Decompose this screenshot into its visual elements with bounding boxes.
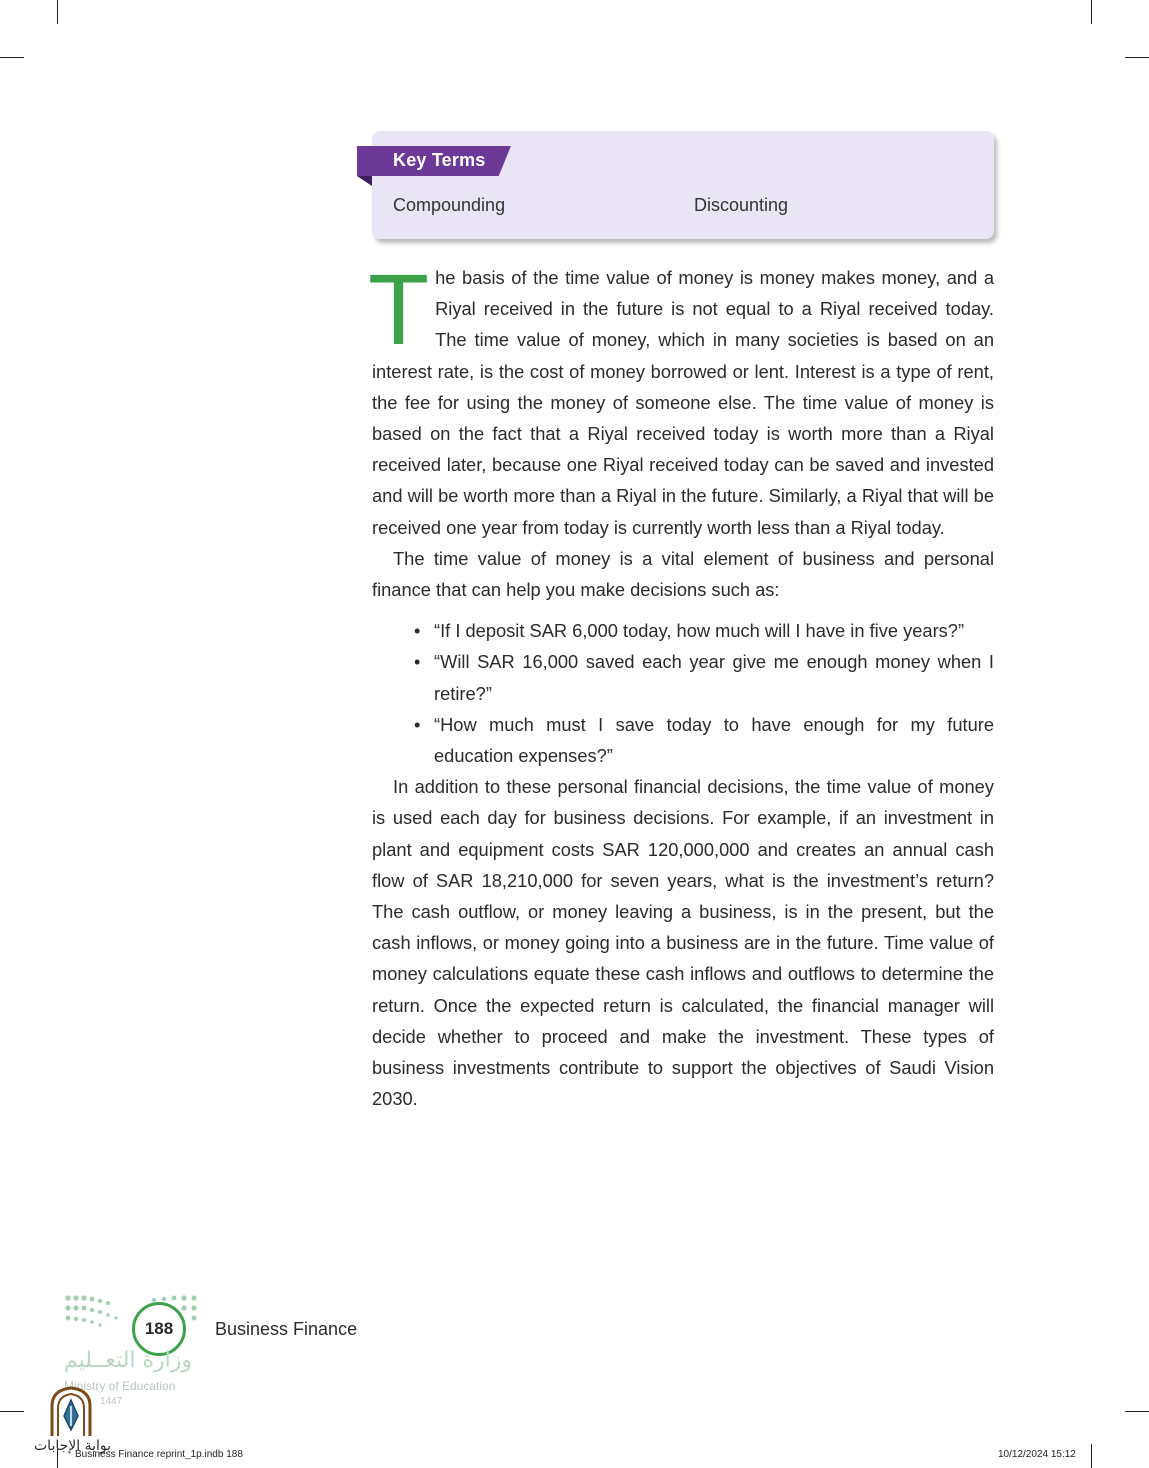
key-terms-title: Key Terms (393, 150, 486, 170)
crop-mark (1091, 1444, 1092, 1468)
crop-mark (1091, 0, 1092, 24)
paragraph-decisions: The time value of money is a vital element of business and personal finance that can help you make decisions such as: (372, 547, 994, 601)
watermark-text: بوابة الإجابات (34, 1438, 112, 1454)
crop-mark (1125, 57, 1149, 58)
crop-mark (57, 0, 58, 24)
list-item: • “If I deposit SAR 6,000 today, how much will I have in five years?” (434, 615, 994, 646)
key-term-discounting: Discounting (694, 195, 789, 215)
crop-mark (0, 1411, 24, 1412)
body-text (368, 254, 994, 1114)
crop-mark (0, 57, 24, 58)
paragraph-business: In addition to these personal financial decisions, the time value of money is used each day for business decisions. For example, if an investment in plant and equipment costs SAR 120,000,000 and creates an annual cash flow of SAR 18,210,000 for seven years, what is the investment’s return? The cash outflow, or money leaving a business, is in the present, but the cash inflows, or money going into a business are in the future. Time value of money calculations equate these cash inflows and outflows to determine the return. Once the expected return is calculated, the financial manager will decide whether to proceed and make the investment. These types of business investments contribute to support the objectives of Saudi Vision 2030. (372, 776, 994, 1110)
ministry-year: 1447 (100, 1396, 123, 1407)
paragraph-intro (368, 254, 994, 543)
list-item: • “How much must I save today to have enough for my future education expenses?” (434, 709, 994, 771)
key-terms-tab-fold (357, 176, 372, 186)
pen-emblem-icon (48, 1386, 94, 1438)
paragraph-intro-text: he basis of the time value of money is money makes money, and a Riyal received in the future is not equal to a Riyal received today. The time value of money, which in many societies is based on an interest rate, is the cost of money borrowed or lent. Interest is a type of rent, the fee for using the money of someone else. The time value of money is based on the fact that a Riyal received today is worth more than a Riyal received later, because one Riyal received today can be saved and invested and will be worth more than a Riyal in the future. Similarly, a Riyal that will be received one year from today is currently worth less than a Riyal today. (372, 267, 994, 538)
drop-cap: T (368, 254, 430, 366)
ministry-name-english: Ministry of Education (64, 1379, 176, 1393)
print-slug-file: Business Finance reprint_1p.indb 188 (75, 1449, 243, 1460)
ministry-name-arabic: وزارة التعــليم (64, 1348, 193, 1373)
question-list (372, 615, 994, 771)
key-term-compounding: Compounding (393, 195, 506, 215)
print-slug-date: 10/12/2024 15:12 (998, 1449, 1076, 1460)
list-item: • “Will SAR 16,000 saved each year give me enough money when I retire?” (434, 646, 994, 708)
crop-mark (1125, 1411, 1149, 1412)
page-number: 188 (132, 1302, 186, 1356)
book-title: Business Finance (215, 1319, 358, 1339)
